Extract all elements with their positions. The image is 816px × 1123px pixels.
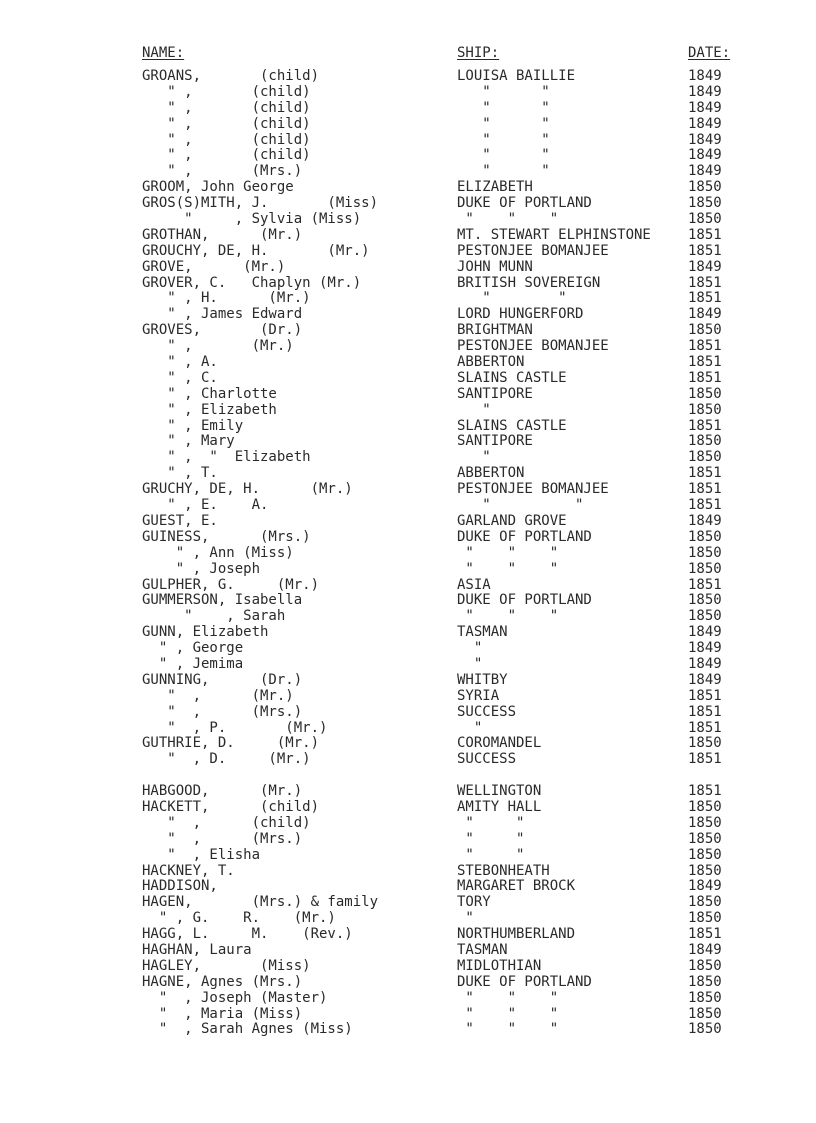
arrival-year: 1851 xyxy=(688,242,722,259)
arrival-year: 1849 xyxy=(688,512,722,529)
list-item xyxy=(0,482,816,498)
list-item xyxy=(0,768,816,784)
list-item xyxy=(0,895,816,911)
passenger-name: " , E. A. xyxy=(142,497,269,514)
ship-name: " " " xyxy=(457,560,559,577)
arrival-year: 1850 xyxy=(688,449,722,466)
ship-name: " " " xyxy=(457,1005,559,1022)
ship-name: PESTONJEE BOMANJEE xyxy=(457,242,609,259)
passenger-name: " , (child) xyxy=(142,131,311,148)
arrival-year: 1850 xyxy=(688,989,722,1006)
passenger-name: " , P. (Mr.) xyxy=(142,719,328,736)
list-item xyxy=(0,69,816,85)
list-item xyxy=(0,212,816,228)
list-item xyxy=(0,101,816,117)
arrival-year: 1850 xyxy=(688,894,722,911)
ship-name: ELIZABETH xyxy=(457,179,533,196)
passenger-name: " , T. xyxy=(142,465,218,482)
ship-name: JOHN MUNN xyxy=(457,258,533,275)
list-item xyxy=(0,260,816,276)
ship-name: " " xyxy=(457,115,550,132)
passenger-name: " , James Edward xyxy=(142,306,303,323)
ship-name: " " xyxy=(457,814,525,831)
list-item xyxy=(0,657,816,673)
ship-name: SUCCESS xyxy=(457,703,517,720)
list-item xyxy=(0,403,816,419)
arrival-year: 1851 xyxy=(688,719,722,736)
list-item xyxy=(0,419,816,435)
passenger-name: GUTHRIE, D. (Mr.) xyxy=(142,735,320,752)
arrival-year: 1851 xyxy=(688,783,722,800)
arrival-year: 1849 xyxy=(688,624,722,641)
ship-name: SLAINS CASTLE xyxy=(457,369,567,386)
ship-name: MIDLOTHIAN xyxy=(457,957,542,974)
passenger-name: GROUCHY, DE, H. (Mr.) xyxy=(142,242,370,259)
ship-name: " " xyxy=(457,163,550,180)
arrival-year: 1850 xyxy=(688,592,722,609)
arrival-year: 1850 xyxy=(688,528,722,545)
list-item xyxy=(0,164,816,180)
ship-name: SLAINS CASTLE xyxy=(457,417,567,434)
list-item xyxy=(0,991,816,1007)
list-item xyxy=(0,959,816,975)
ship-name: DUKE OF PORTLAND xyxy=(457,195,592,212)
ship-name: " xyxy=(457,640,483,657)
arrival-year: 1850 xyxy=(688,957,722,974)
ship-name: GARLAND GROVE xyxy=(457,512,567,529)
arrival-year: 1849 xyxy=(688,115,722,132)
arrival-year: 1850 xyxy=(688,608,722,625)
name-column-header: NAME: xyxy=(142,45,185,61)
passenger-name: " , (Mrs.) xyxy=(142,163,303,180)
list-item xyxy=(0,673,816,689)
ship-name: DUKE OF PORTLAND xyxy=(457,592,592,609)
date-column-header: DATE: xyxy=(688,45,731,61)
passenger-name: " , Emily xyxy=(142,417,244,434)
ship-name: " xyxy=(457,655,483,672)
list-item xyxy=(0,117,816,133)
column-headers xyxy=(0,44,816,62)
ship-name: WHITBY xyxy=(457,671,508,688)
list-item xyxy=(0,323,816,339)
arrival-year: 1850 xyxy=(688,973,722,990)
passenger-name: " , A. xyxy=(142,354,218,371)
list-item xyxy=(0,562,816,578)
ship-name: MARGARET BROCK xyxy=(457,878,576,895)
ship-name: NORTHUMBERLAND xyxy=(457,926,576,943)
arrival-year: 1850 xyxy=(688,322,722,339)
arrival-year: 1850 xyxy=(688,179,722,196)
arrival-year: 1851 xyxy=(688,687,722,704)
list-item xyxy=(0,832,816,848)
ship-name: " " xyxy=(457,290,567,307)
ship-name: DUKE OF PORTLAND xyxy=(457,973,592,990)
arrival-year: 1851 xyxy=(688,481,722,498)
list-item xyxy=(0,85,816,101)
passenger-name: GROVE, (Mr.) xyxy=(142,258,286,275)
list-item xyxy=(0,752,816,768)
passenger-name: GRUCHY, DE, H. (Mr.) xyxy=(142,481,353,498)
list-item xyxy=(0,879,816,895)
ship-name: " xyxy=(457,401,491,418)
arrival-year: 1851 xyxy=(688,751,722,768)
arrival-year: 1850 xyxy=(688,798,722,815)
arrival-year: 1850 xyxy=(688,910,722,927)
ship-name: " " " xyxy=(457,544,559,561)
arrival-year: 1851 xyxy=(688,290,722,307)
ship-name: LORD HUNGERFORD xyxy=(457,306,584,323)
passenger-name: " , Joseph xyxy=(142,560,261,577)
passenger-name: " , (child) xyxy=(142,115,311,132)
list-item xyxy=(0,133,816,149)
ship-name: MT. STEWART ELPHINSTONE xyxy=(457,226,651,243)
passenger-name: GUINESS, (Mrs.) xyxy=(142,528,311,545)
passenger-name: " , Sylvia (Miss) xyxy=(142,211,362,228)
ship-name: PESTONJEE BOMANJEE xyxy=(457,481,609,498)
passenger-name: GROANS, (child) xyxy=(142,68,320,84)
passenger-list xyxy=(0,69,816,1038)
passenger-name: " , (Mrs.) xyxy=(142,703,303,720)
ship-name: " " xyxy=(457,497,584,514)
passenger-name: GROVER, C. Chaplyn (Mr.) xyxy=(142,274,362,291)
ship-name: " " xyxy=(457,99,550,116)
passenger-name: " , Charlotte xyxy=(142,385,277,402)
arrival-year: 1850 xyxy=(688,735,722,752)
arrival-year: 1849 xyxy=(688,163,722,180)
passenger-name: " , C. xyxy=(142,369,218,386)
ship-name: " " " xyxy=(457,989,559,1006)
passenger-name: " , (Mr.) xyxy=(142,338,294,355)
passenger-name: " , Mary xyxy=(142,433,235,450)
arrival-year: 1850 xyxy=(688,211,722,228)
ship-name: " " " xyxy=(457,608,559,625)
passenger-name: GROOM, John George xyxy=(142,179,294,196)
ship-name: " " xyxy=(457,147,550,164)
arrival-year: 1849 xyxy=(688,640,722,657)
ship-name: SYRIA xyxy=(457,687,500,704)
list-item xyxy=(0,148,816,164)
passenger-name: HAGEN, (Mrs.) & family xyxy=(142,894,379,911)
ship-name: TASMAN xyxy=(457,941,508,958)
list-item xyxy=(0,339,816,355)
list-item xyxy=(0,546,816,562)
arrival-year: 1850 xyxy=(688,1005,722,1022)
arrival-year: 1851 xyxy=(688,274,722,291)
passenger-name: HAGNE, Agnes (Mrs.) xyxy=(142,973,303,990)
arrival-year: 1849 xyxy=(688,671,722,688)
passenger-name: " , " Elizabeth xyxy=(142,449,311,466)
passenger-name: HAGG, L. M. (Rev.) xyxy=(142,926,353,943)
list-item xyxy=(0,927,816,943)
arrival-year: 1850 xyxy=(688,1021,722,1038)
passenger-name: HABGOOD, (Mr.) xyxy=(142,783,303,800)
ship-name: ABBERTON xyxy=(457,465,525,482)
list-item xyxy=(0,848,816,864)
passenger-name: " , D. (Mr.) xyxy=(142,751,311,768)
passenger-name: HACKETT, (child) xyxy=(142,798,320,815)
list-item xyxy=(0,943,816,959)
passenger-name: GROS(S)MITH, J. (Miss) xyxy=(142,195,379,212)
passenger-name: " , Sarah Agnes (Miss) xyxy=(142,1021,353,1038)
list-item xyxy=(0,514,816,530)
passenger-name: " , (child) xyxy=(142,83,311,100)
list-item xyxy=(0,466,816,482)
passenger-name: GULPHER, G. (Mr.) xyxy=(142,576,320,593)
ship-name: SUCCESS xyxy=(457,751,517,768)
list-item xyxy=(0,736,816,752)
list-item xyxy=(0,180,816,196)
list-item xyxy=(0,800,816,816)
arrival-year: 1849 xyxy=(688,306,722,323)
arrival-year: 1851 xyxy=(688,703,722,720)
arrival-year: 1850 xyxy=(688,814,722,831)
passenger-name: " , Elisha xyxy=(142,846,261,863)
ship-name: SANTIPORE xyxy=(457,385,533,402)
list-item xyxy=(0,244,816,260)
ship-name: ABBERTON xyxy=(457,354,525,371)
ship-name: " " " xyxy=(457,1021,559,1038)
ship-name: DUKE OF PORTLAND xyxy=(457,528,592,545)
list-item xyxy=(0,609,816,625)
arrival-year: 1851 xyxy=(688,226,722,243)
passenger-name: " , (child) xyxy=(142,147,311,164)
list-item xyxy=(0,371,816,387)
passenger-name: " , George xyxy=(142,640,244,657)
list-item xyxy=(0,1022,816,1038)
arrival-year: 1849 xyxy=(688,99,722,116)
list-item xyxy=(0,784,816,800)
passenger-name: GUNN, Elizabeth xyxy=(142,624,269,641)
list-item xyxy=(0,307,816,323)
arrival-year: 1850 xyxy=(688,560,722,577)
list-item xyxy=(0,975,816,991)
arrival-year: 1849 xyxy=(688,131,722,148)
passenger-name: " , Jemima xyxy=(142,655,244,672)
arrival-year: 1850 xyxy=(688,195,722,212)
arrival-year: 1851 xyxy=(688,338,722,355)
passenger-name: GUMMERSON, Isabella xyxy=(142,592,303,609)
passenger-name: " , (child) xyxy=(142,814,311,831)
list-item xyxy=(0,530,816,546)
arrival-year: 1850 xyxy=(688,830,722,847)
ship-name: " " xyxy=(457,830,525,847)
ship-name: WELLINGTON xyxy=(457,783,542,800)
ship-name: " xyxy=(457,910,474,927)
arrival-year: 1849 xyxy=(688,655,722,672)
list-item xyxy=(0,196,816,212)
passenger-name: " , Elizabeth xyxy=(142,401,277,418)
arrival-year: 1850 xyxy=(688,846,722,863)
list-item xyxy=(0,228,816,244)
passenger-name: GUEST, E. xyxy=(142,512,218,529)
ship-name: AMITY HALL xyxy=(457,798,542,815)
ship-name: PESTONJEE BOMANJEE xyxy=(457,338,609,355)
ship-name: " " xyxy=(457,83,550,100)
arrival-year: 1850 xyxy=(688,862,722,879)
ship-name: " xyxy=(457,719,483,736)
ship-name: ASIA xyxy=(457,576,491,593)
list-item xyxy=(0,1007,816,1023)
arrival-year: 1851 xyxy=(688,354,722,371)
arrival-year: 1850 xyxy=(688,544,722,561)
arrival-year: 1851 xyxy=(688,926,722,943)
list-item xyxy=(0,434,816,450)
arrival-year: 1850 xyxy=(688,433,722,450)
list-item xyxy=(0,721,816,737)
ship-name: " " " xyxy=(457,211,559,228)
passenger-name: HACKNEY, T. xyxy=(142,862,235,879)
arrival-year: 1849 xyxy=(688,878,722,895)
passenger-name: " , H. (Mr.) xyxy=(142,290,311,307)
list-item xyxy=(0,578,816,594)
list-item xyxy=(0,816,816,832)
list-item xyxy=(0,864,816,880)
list-item xyxy=(0,355,816,371)
ship-name: TORY xyxy=(457,894,491,911)
arrival-year: 1849 xyxy=(688,941,722,958)
ship-name: " " xyxy=(457,131,550,148)
list-item xyxy=(0,276,816,292)
arrival-year: 1851 xyxy=(688,497,722,514)
list-item xyxy=(0,705,816,721)
ship-name: LOUISA BAILLIE xyxy=(457,68,576,84)
passenger-name: GUNNING, (Dr.) xyxy=(142,671,303,688)
passenger-name: HAGLEY, (Miss) xyxy=(142,957,311,974)
passenger-name: " , (child) xyxy=(142,99,311,116)
ship-column-header: SHIP: xyxy=(457,45,500,61)
list-item xyxy=(0,498,816,514)
arrival-year: 1851 xyxy=(688,417,722,434)
ship-name: SANTIPORE xyxy=(457,433,533,450)
ship-name: COROMANDEL xyxy=(457,735,542,752)
passenger-name: " , Joseph (Master) xyxy=(142,989,328,1006)
ship-name: STEBONHEATH xyxy=(457,862,550,879)
ship-name: BRITISH SOVEREIGN xyxy=(457,274,601,291)
passenger-name: " , Ann (Miss) xyxy=(142,544,294,561)
ship-name: TASMAN xyxy=(457,624,508,641)
arrival-year: 1849 xyxy=(688,83,722,100)
list-item xyxy=(0,641,816,657)
passenger-name: GROTHAN, (Mr.) xyxy=(142,226,303,243)
list-item xyxy=(0,387,816,403)
passenger-name: HADDISON, xyxy=(142,878,218,895)
passenger-name: " , G. R. (Mr.) xyxy=(142,910,336,927)
ship-name: " xyxy=(457,449,491,466)
arrival-year: 1850 xyxy=(688,401,722,418)
list-item xyxy=(0,291,816,307)
list-item xyxy=(0,625,816,641)
arrival-year: 1850 xyxy=(688,385,722,402)
passenger-name: " , (Mr.) xyxy=(142,687,294,704)
arrival-year: 1851 xyxy=(688,576,722,593)
list-item xyxy=(0,593,816,609)
ship-name: " " xyxy=(457,846,525,863)
passenger-name: GROVES, (Dr.) xyxy=(142,322,303,339)
arrival-year: 1851 xyxy=(688,465,722,482)
list-item xyxy=(0,911,816,927)
arrival-year: 1849 xyxy=(688,68,722,84)
ship-name: BRIGHTMAN xyxy=(457,322,533,339)
list-item xyxy=(0,689,816,705)
passenger-name: " , Maria (Miss) xyxy=(142,1005,303,1022)
arrival-year: 1849 xyxy=(688,147,722,164)
passenger-name: " , (Mrs.) xyxy=(142,830,303,847)
passenger-name: " , Sarah xyxy=(142,608,286,625)
arrival-year: 1851 xyxy=(688,369,722,386)
arrival-year: 1849 xyxy=(688,258,722,275)
passenger-name: HAGHAN, Laura xyxy=(142,941,252,958)
list-item xyxy=(0,450,816,466)
